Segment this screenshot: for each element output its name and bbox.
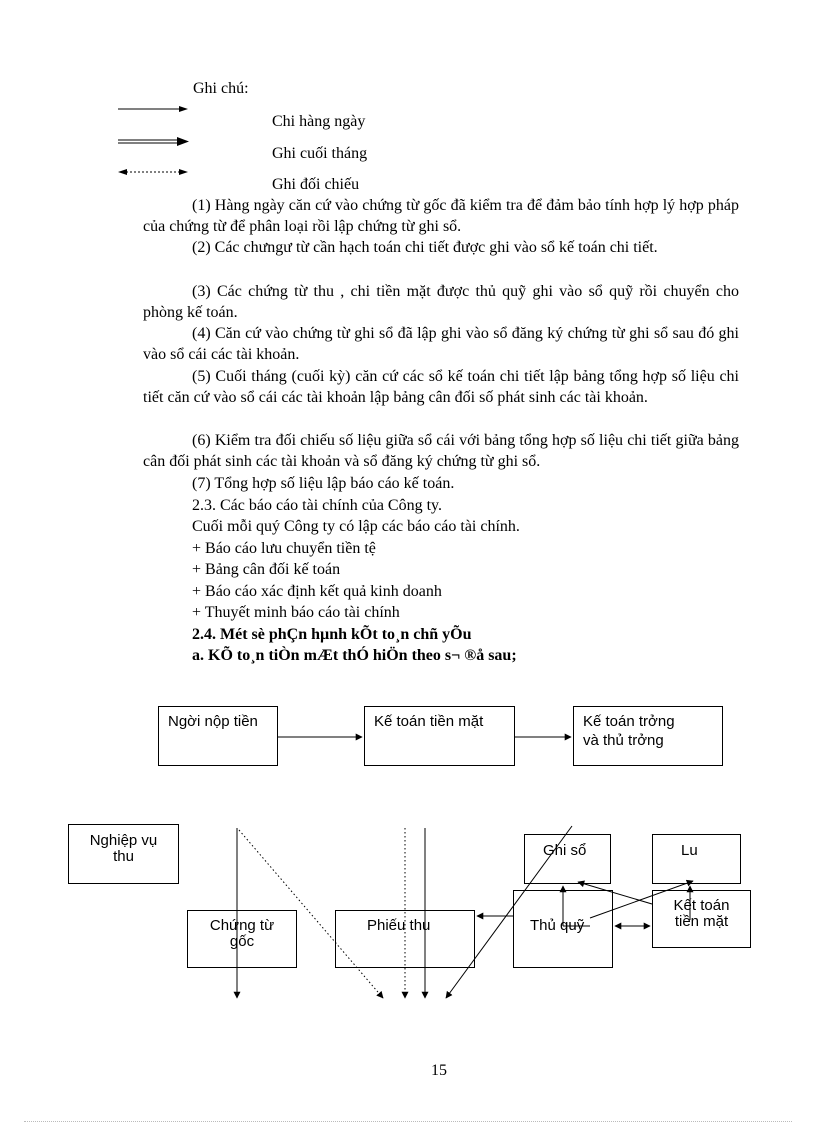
note-6: (6) Kiểm tra đối chiếu số liệu giữa sổ cái với bảng tổng hợp số liệu chi tiết giữa bảng cân đối phát sinh các tài khoản và sổ đăng ký chứng từ ghi sổ.	[143, 432, 739, 470]
subsection-a-heading: a. KÕ to¸n tiÒn mÆt thÓ hiÖn theo s¬ ®å sau;	[192, 647, 517, 664]
label-ke-toan-tien-mat: Kế toán tiền mặt	[374, 713, 484, 730]
label-goc: gốc	[229, 933, 255, 950]
legend-title: Ghi chú:	[193, 80, 249, 97]
note-2: (2) Các chưngư từ cần hạch toán chi tiết được ghi vào sổ kế toán chi tiết.	[192, 239, 658, 256]
label-nguoi-nop-tien: Ngời nộp tiền	[168, 713, 258, 730]
section-2-3: 2.3. Các báo cáo tài chính của Công ty.	[192, 497, 442, 514]
label-nghiep-vu: Nghiệp vụ	[89, 832, 158, 849]
label-ket-toan: Kết toán	[673, 897, 730, 914]
label-thu-quy: Thủ quỹ	[530, 917, 585, 934]
note-5: (5) Cuối tháng (cuối kỳ) căn cứ các sổ kế toán chi tiết lập bảng tổng hợp số liệu chi tiết căn cứ vào sổ cái các tài khoản lập bảng cân đối số phát sinh các tài khoản.	[143, 368, 739, 406]
legend-item-month-end: Ghi cuối tháng	[272, 145, 368, 162]
label-thu-truong: và thủ trởng	[583, 732, 664, 749]
quarterly-reports-intro: Cuối mỗi quý Công ty có lập các báo cáo tài chính.	[192, 518, 520, 535]
label-chung-tu: Chứng từ	[209, 917, 275, 934]
note-4: (4) Căn cứ vào chứng từ ghi sổ đã lập ghi vào sổ đăng ký chứng từ ghi sổ sau đó ghi vào sổ cái các tài khoản.	[143, 325, 739, 363]
label-tien-mat: tiền mặt	[674, 913, 729, 930]
legend-item-daily: Chi hàng ngày	[272, 113, 366, 130]
line-dotted-diagonal	[239, 830, 383, 998]
arrow-ketoan-to-ghiso	[578, 882, 652, 904]
label-lu: Lu	[681, 842, 698, 859]
report-item-4: + Thuyết minh báo cáo tài chính	[192, 604, 400, 621]
report-item-1: + Báo cáo lưu chuyển tiền tệ	[192, 540, 376, 557]
note-3: (3) Các chứng từ thu , chi tiền mặt được thủ quỹ ghi vào sổ quỹ rồi chuyển cho phòng kế toán.	[143, 283, 739, 321]
report-item-3: + Báo cáo xác định kết quả kinh doanh	[192, 583, 442, 600]
page-number: 15	[431, 1062, 447, 1079]
label-thu: thu	[113, 848, 134, 865]
section-2-4-heading: 2.4. Mét sè phÇn hµnh kÕt to¸n chñ yÕu	[192, 626, 472, 643]
page-bottom-divider	[24, 1121, 792, 1122]
label-phieu-thu: Phiếu thu	[367, 917, 431, 934]
note-1: (1) Hàng ngày căn cứ vào chứng từ gốc đã kiểm tra để đảm bảo tính hợp lý hợp pháp của chứng từ để phân loại rồi lập chứng từ ghi sổ.	[143, 197, 739, 235]
report-item-2: + Bảng cân đối kế toán	[192, 561, 341, 578]
label-ke-toan-truong: Kế toán trởng	[583, 713, 675, 730]
label-ghi-so: Ghi sổ	[543, 842, 587, 859]
note-7: (7) Tổng hợp số liệu lập báo cáo kế toán.	[192, 475, 455, 492]
legend-item-reconcile: Ghi đối chiếu	[272, 176, 360, 193]
